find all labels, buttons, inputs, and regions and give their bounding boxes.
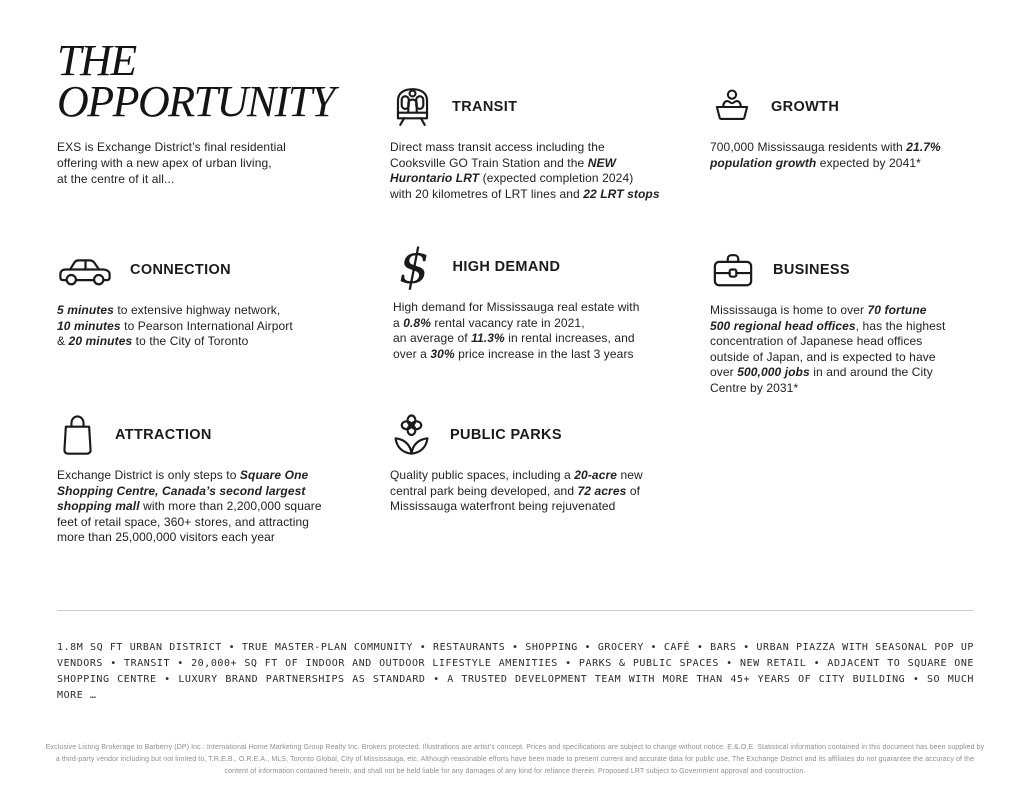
- section-paragraph: [57, 303, 369, 350]
- emphasis-text: Hurontario LRT: [390, 171, 480, 186]
- body-text: Mississauga is home to over: [710, 303, 868, 317]
- body-text: Mississauga waterfront being rejuvenated: [390, 499, 616, 514]
- section-header: [390, 410, 690, 460]
- section-title: HIGH DEMAND: [452, 259, 561, 275]
- section-title: CONNECTION: [130, 262, 231, 278]
- body-text: in and around the City: [809, 365, 933, 380]
- section-paragraph: [390, 468, 690, 515]
- section-connection: [57, 245, 369, 350]
- body-text: central park being developed, and: [390, 483, 578, 498]
- section-transit: [390, 82, 682, 202]
- emphasis-text: Square One: [239, 468, 309, 482]
- body-text: Centre by 2031*: [710, 380, 799, 395]
- intro-text: [57, 139, 357, 187]
- body-text: with 20 kilometres of LRT lines and: [390, 186, 584, 201]
- emphasis-text: 21.7%: [906, 140, 941, 154]
- section-header: [710, 82, 1002, 132]
- section-title: ATTRACTION: [115, 427, 212, 443]
- emphasis-text: 22 LRT stops: [583, 186, 660, 201]
- emphasis-text: NEW: [587, 155, 616, 170]
- body-text: price increase in the last 3 years: [454, 346, 634, 361]
- flower-icon: [390, 413, 433, 458]
- podium-icon: [710, 86, 754, 128]
- body-text: &: [57, 334, 69, 349]
- car-icon: [57, 250, 113, 291]
- legal-disclaimer: Exclusive Listing Brokerage to Barberry (DP) Inc.: International Home Marketing Group Realty Inc. Brokers protected. Illustrations are artist’s concept. Prices and specifications are subject to change without notice. E.&.O.E. Statistical information contained in this document has been supplied by a third-party vendor including but not limited to, T.R.E.B., O.R.E.A., MLS, Toronto Global, City of Mississauga, etc. Although reasonable efforts have been made to present current and accurate data for public use, The Exchange District and its affiliates do not guarantee the accuracy of the content of information contained herein, and shall not be held liable for any damages of any kind for reliance therein. Proposed LRT subject to Government approval and construction.: [45, 744, 985, 775]
- body-text: to Pearson International Airport: [120, 318, 293, 333]
- emphasis-text: shopping mall: [57, 499, 140, 514]
- page-title: [57, 36, 357, 126]
- body-text: rental vacancy rate in 2021,: [430, 315, 585, 330]
- intro-line: EXS is Exchange District’s final residential: [57, 140, 286, 154]
- section-public-parks: [390, 410, 690, 515]
- body-text: new: [617, 468, 643, 482]
- section-paragraph: [393, 300, 685, 362]
- emphasis-text: 72 acres: [577, 483, 627, 498]
- divider-line: [57, 610, 973, 611]
- section-title: TRANSIT: [452, 99, 518, 115]
- briefcase-icon: [710, 249, 756, 291]
- section-title: BUSINESS: [773, 262, 850, 278]
- train-icon: [390, 85, 435, 130]
- emphasis-text: Shopping Centre, Canada’s second largest: [57, 483, 306, 498]
- emphasis-text: 0.8%: [403, 315, 431, 330]
- section-header: [390, 82, 682, 132]
- emphasis-text: 5 minutes: [57, 303, 114, 317]
- body-text: 700,000 Mississauga residents with: [710, 140, 907, 154]
- section-header: [710, 245, 994, 295]
- body-text: expected by 2041*: [816, 155, 921, 170]
- section-paragraph: [57, 468, 375, 546]
- body-text: to the City of Toronto: [132, 334, 249, 349]
- emphasis-text: 70 fortune: [867, 303, 927, 317]
- section-attraction: [57, 410, 375, 546]
- shopping-bag-icon: [57, 413, 98, 458]
- section-title: GROWTH: [771, 99, 840, 115]
- body-text: (expected completion 2024): [479, 171, 634, 186]
- emphasis-text: population growth: [710, 155, 817, 170]
- intro-line: offering with a new apex of urban living,: [57, 156, 272, 170]
- intro-line: at the centre of it all...: [57, 172, 175, 186]
- section-business: [710, 245, 994, 397]
- emphasis-text: 500 regional head offices: [710, 318, 856, 333]
- body-text: to extensive highway network,: [113, 303, 281, 317]
- body-text: outside of Japan, and is expected to have: [710, 349, 936, 364]
- title-line-1: THE: [57, 36, 136, 85]
- body-text: , has the highest: [855, 318, 946, 333]
- section-paragraph: [710, 303, 994, 397]
- section-growth: [710, 82, 1002, 171]
- body-text: with more than 2,200,000 square: [139, 499, 322, 514]
- section-header: [57, 410, 375, 460]
- section-high-demand: [393, 239, 685, 362]
- dollar-icon: [393, 239, 436, 295]
- dollar-glyph: $: [399, 239, 430, 295]
- body-text: concentration of Japanese head offices: [710, 334, 923, 349]
- body-text: Exchange District is only steps to: [57, 468, 240, 482]
- section-paragraph: [390, 140, 682, 202]
- section-header: [57, 245, 369, 295]
- section-title: PUBLIC PARKS: [450, 427, 562, 443]
- title-line-2: OPPORTUNITY: [57, 77, 334, 126]
- body-text: feet of retail space, 360+ stores, and attracting: [57, 514, 310, 529]
- section-paragraph: [710, 140, 1002, 171]
- body-text: in rental increases, and: [504, 331, 635, 346]
- body-text: more than 25,000,000 visitors each year: [57, 530, 276, 545]
- body-text: Quality public spaces, including a: [390, 468, 575, 482]
- features-list: 1.8M SQ FT URBAN DISTRICT • TRUE MASTER-PLAN COMMUNITY • RESTAURANTS • SHOPPING • GROCERY • CAFÉ • BARS • URBAN PIAZZA WITH SEASONAL POP UP VENDORS • TRANSIT • 20,000+ SQ FT OF INDOOR AND OUTDOOR LIFESTYLE AMENITIES • PARKS & PUBLIC SPACES • NEW RETAIL • ADJACENT TO SQUARE ONE SHOPPING CENTRE • LUXURY BRAND PARTNERSHIPS AS STANDARD • A TRUSTED DEVELOPMENT TEAM WITH MORE THAN 45+ YEARS OF CITY BUILDING • SO MUCH MORE …: [57, 642, 974, 701]
- body-text: of: [626, 483, 641, 498]
- emphasis-text: 11.3%: [471, 331, 505, 346]
- emphasis-text: 20-acre: [574, 468, 618, 482]
- body-text: an average of: [393, 331, 472, 346]
- body-text: Direct mass transit access including the: [390, 140, 605, 154]
- emphasis-text: 30%: [430, 346, 455, 361]
- body-text: over: [710, 365, 738, 380]
- body-text: Cooksville GO Train Station and the: [390, 155, 588, 170]
- body-text: High demand for Mississauga real estate with: [393, 300, 640, 314]
- body-text: over a: [393, 346, 431, 361]
- emphasis-text: 500,000 jobs: [737, 365, 810, 380]
- body-text: a: [393, 315, 404, 330]
- emphasis-text: 20 minutes: [68, 334, 133, 349]
- emphasis-text: 10 minutes: [57, 318, 121, 333]
- section-header: [393, 239, 685, 295]
